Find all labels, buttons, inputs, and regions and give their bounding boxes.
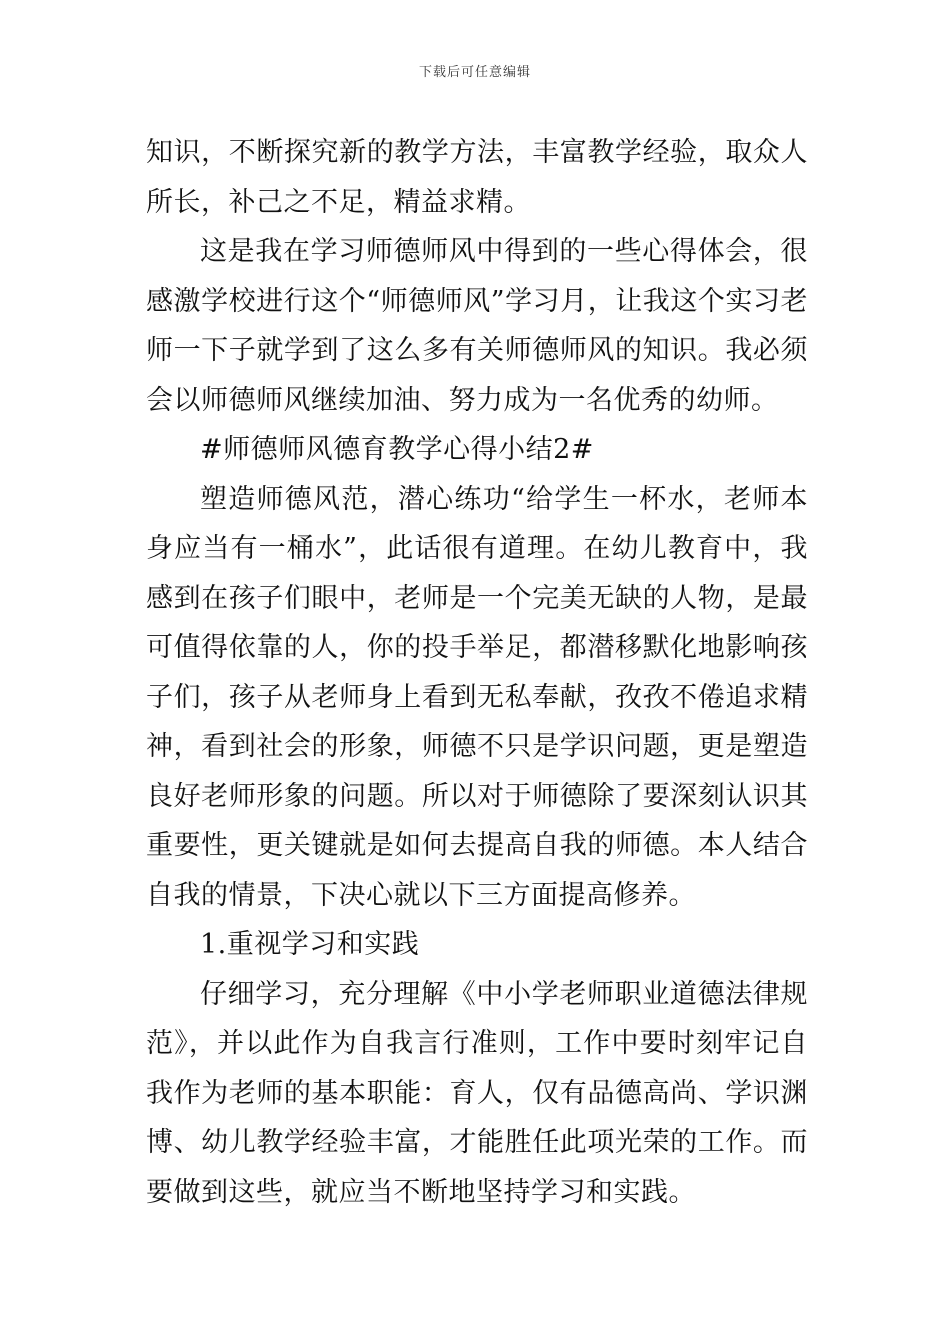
document-body xyxy=(146,128,808,1217)
paragraph-2: 这是我在学习师德师风中得到的一些心得体会，很感激学校进行这个“师德师风”学习月，让我这个实习老师一下子就学到了这么多有关师德师风的知识。我必须会以师德师风继续加油、努力成为一名优秀的幼师。 xyxy=(146,236,808,416)
paragraph-3: 塑造师德风范，潜心练功“给学生一杯水，老师本身应当有一桶水”，此话很有道理。在幼儿教育中，我感到在孩子们眼中，老师是一个完美无缺的人物，是最可值得依靠的人，你的投手举足，都潜移默化地影响孩子们，孩子从老师身上看到无私奉献，孜孜不倦追求精神，看到社会的形象，师德不只是学识问题，更是塑造良好老师形象的问题。所以对于师德除了要深刻认识其重要性，更关键就是如何去提高自我的师德。本人结合自我的情景，下决心就以下三方面提高修养。 xyxy=(146,483,808,911)
paragraph-4: 仔细学习，充分理解《中小学老师职业道德法律规范》，并以此作为自我言行准则，工作中要时刻牢记自我作为老师的基本职能：育人，仅有品德高尚、学识渊博、幼儿教学经验丰富，才能胜任此项光荣的工作。而要做到这些，就应当不断地坚持学习和实践。 xyxy=(146,978,808,1208)
page-header: 下载后可任意编辑 xyxy=(418,65,531,80)
paragraph-1: 知识，不断探究新的教学方法，丰富教学经验，取众人所长，补己之不足，精益求精。 xyxy=(146,137,808,218)
subsection-heading: 1.重视学习和实践 xyxy=(200,929,420,960)
section-heading: #师德师风德育教学心得小结2# xyxy=(200,434,594,465)
